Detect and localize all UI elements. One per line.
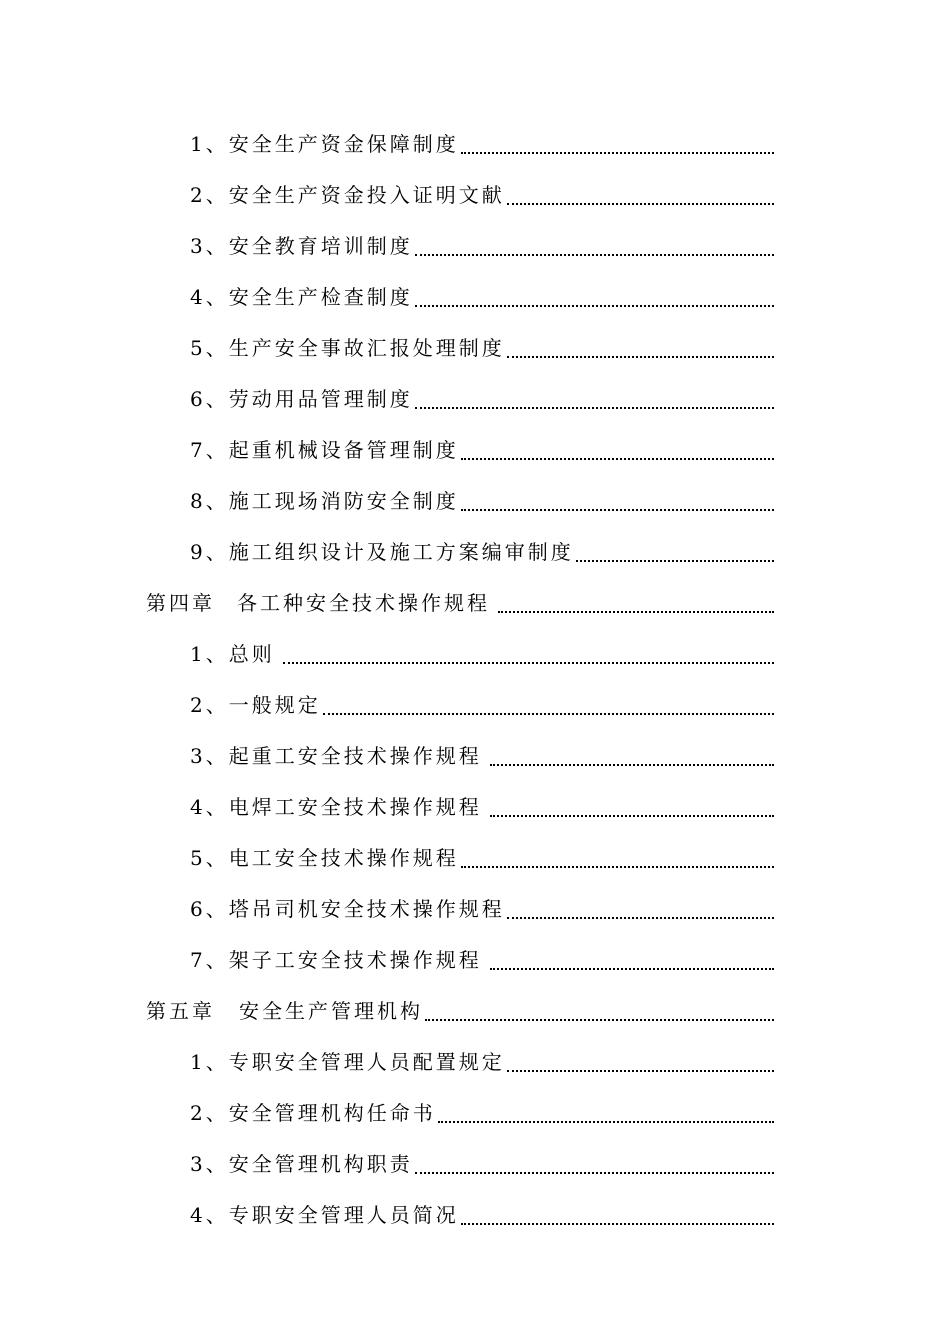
toc-leader-dots [415, 305, 774, 307]
toc-leader-dots [415, 254, 774, 256]
toc-entry[interactable] [0, 1030, 950, 1081]
toc-leader-dots [507, 917, 774, 919]
toc-entry-number: 2、 [190, 1101, 229, 1125]
toc-entry-number: 8、 [190, 489, 229, 513]
toc-entry[interactable] [0, 928, 950, 979]
toc-chapter-title: 各工种安全技术操作规程 [237, 591, 490, 615]
toc-entry-number: 7、 [190, 438, 229, 462]
toc-leader-dots [323, 713, 774, 715]
toc-entry-title: 总则 [228, 642, 275, 666]
toc-entry-number: 1、 [190, 132, 229, 156]
toc-leader-dots [507, 1070, 774, 1072]
toc-entry-title: 安全生产资金投入证明文献 [228, 183, 505, 207]
table-of-contents [0, 112, 950, 1234]
toc-entry[interactable] [0, 469, 950, 520]
toc-entry-title: 塔吊司机安全技术操作规程 [228, 897, 505, 921]
toc-entry-title: 安全生产资金保障制度 [228, 132, 459, 156]
toc-entry-number: 1、 [190, 1050, 229, 1074]
toc-entry-number: 9、 [190, 540, 229, 564]
toc-leader-dots [461, 1223, 774, 1225]
toc-entry-title: 安全管理机构职责 [228, 1152, 413, 1176]
toc-leader-dots [490, 764, 774, 766]
toc-entry-title: 专职安全管理人员配置规定 [228, 1050, 505, 1074]
toc-leader-dots [498, 611, 774, 613]
toc-entry-number: 3、 [190, 744, 229, 768]
toc-entry-title: 起重机械设备管理制度 [228, 438, 459, 462]
toc-leader-dots [576, 560, 774, 562]
toc-entry-number: 6、 [190, 387, 229, 411]
toc-leader-dots [283, 662, 774, 664]
toc-entry-number: 4、 [190, 795, 229, 819]
toc-entry[interactable] [0, 1183, 950, 1234]
toc-entry[interactable] [0, 775, 950, 826]
toc-entry-title: 安全生产检查制度 [228, 285, 413, 309]
toc-entry-title: 起重工安全技术操作规程 [228, 744, 482, 768]
toc-leader-dots [461, 152, 774, 154]
toc-leader-dots [507, 356, 774, 358]
toc-entry[interactable] [0, 826, 950, 877]
toc-leader-dots [425, 1019, 774, 1021]
toc-chapter-entry[interactable] [0, 571, 950, 622]
toc-entry-number: 3、 [190, 234, 229, 258]
toc-entry[interactable] [0, 877, 950, 928]
toc-entry[interactable] [0, 1081, 950, 1132]
toc-entry-title: 施工组织设计及施工方案编审制度 [228, 540, 574, 564]
toc-entry[interactable] [0, 418, 950, 469]
toc-entry[interactable] [0, 265, 950, 316]
toc-leader-dots [490, 815, 774, 817]
toc-chapter-number: 第四章 [146, 591, 215, 615]
toc-leader-dots [490, 968, 774, 970]
toc-leader-dots [415, 1172, 774, 1174]
toc-entry-title: 专职安全管理人员简况 [228, 1203, 459, 1227]
toc-entry-title: 安全管理机构任命书 [228, 1101, 436, 1125]
toc-chapter-title: 安全生产管理机构 [239, 999, 423, 1023]
toc-leader-dots [461, 509, 774, 511]
toc-entry[interactable] [0, 367, 950, 418]
toc-entry-title: 施工现场消防安全制度 [228, 489, 459, 513]
toc-entry-number: 7、 [190, 948, 229, 972]
toc-leader-dots [461, 866, 774, 868]
toc-entry-title: 电工安全技术操作规程 [228, 846, 459, 870]
toc-entry[interactable] [0, 112, 950, 163]
toc-entry-number: 2、 [190, 693, 229, 717]
toc-entry-number: 6、 [190, 897, 229, 921]
toc-entry-title: 一般规定 [228, 693, 321, 717]
toc-entry-title: 生产安全事故汇报处理制度 [228, 336, 505, 360]
toc-entry[interactable] [0, 163, 950, 214]
toc-entry-number: 4、 [190, 285, 229, 309]
toc-entry[interactable] [0, 1132, 950, 1183]
toc-leader-dots [438, 1121, 774, 1123]
toc-entry-number: 1、 [190, 642, 229, 666]
toc-entry-number: 4、 [190, 1203, 229, 1227]
toc-entry[interactable] [0, 724, 950, 775]
toc-entry-title: 架子工安全技术操作规程 [228, 948, 482, 972]
toc-leader-dots [461, 458, 774, 460]
toc-entry[interactable] [0, 673, 950, 724]
toc-leader-dots [507, 203, 774, 205]
toc-chapter-number: 第五章 [146, 999, 215, 1023]
toc-entry-number: 5、 [190, 846, 229, 870]
toc-entry[interactable] [0, 520, 950, 571]
toc-entry[interactable] [0, 214, 950, 265]
toc-chapter-entry[interactable] [0, 979, 950, 1030]
toc-entry-number: 5、 [190, 336, 229, 360]
toc-leader-dots [415, 407, 774, 409]
toc-entry-number: 2、 [190, 183, 229, 207]
toc-entry[interactable] [0, 316, 950, 367]
toc-entry[interactable] [0, 622, 950, 673]
toc-entry-number: 3、 [190, 1152, 229, 1176]
toc-entry-title: 安全教育培训制度 [228, 234, 413, 258]
toc-entry-title: 电焊工安全技术操作规程 [228, 795, 482, 819]
toc-entry-title: 劳动用品管理制度 [228, 387, 413, 411]
